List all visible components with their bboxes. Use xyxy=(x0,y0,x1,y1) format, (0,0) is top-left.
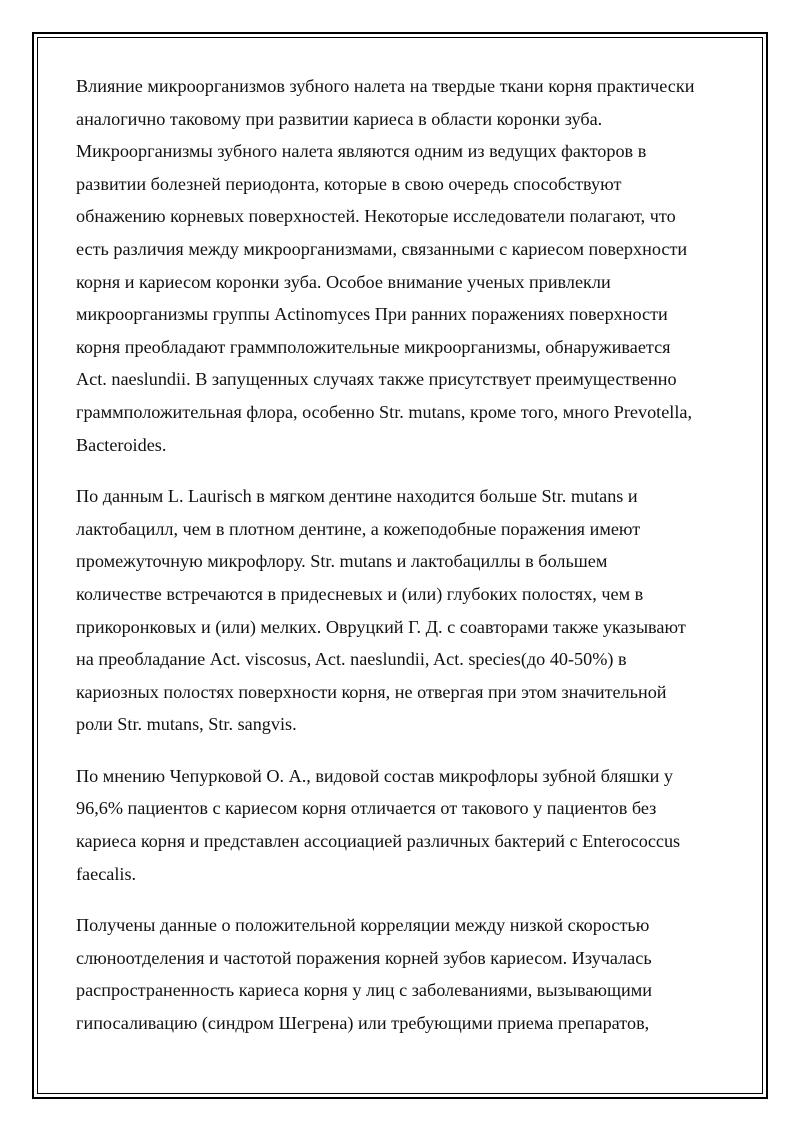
text-line: Bacteroides. xyxy=(76,434,167,455)
text-line: Act. naeslundii. В запущенных случаях также присутствует преимущественно xyxy=(76,369,677,390)
text-line: граммположительная флора, особенно Str. mutans, кроме того, много Prevotella, xyxy=(76,401,693,422)
text-line: кариеса корня и представлен ассоциацией различных бактерий с Enterococcus xyxy=(76,831,681,852)
paragraph-3 xyxy=(76,760,726,890)
text-line: промежуточную микрофлору. Str. mutans и лактобациллы в большем xyxy=(76,551,608,572)
text-line: количестве встречаются в придесневых и (или) глубоких полостях, чем в xyxy=(76,583,644,604)
document-body xyxy=(76,70,726,1059)
text-line: прикоронковых и (или) мелких. Овруцкий Г. Д. с соавторами также указывают xyxy=(76,616,686,637)
paragraph-4 xyxy=(76,909,726,1039)
text-line: faecalis. xyxy=(76,863,137,884)
text-line: 96,6% пациентов с кариесом корня отличается от такового у пациентов без xyxy=(76,798,657,819)
text-line: корня и кариесом коронки зуба. Особое внимание ученых привлекли xyxy=(76,271,611,292)
paragraph-1 xyxy=(76,70,726,461)
text-line: Получены данные о положительной корреляции между низкой скоростью xyxy=(76,915,650,936)
text-line: По мнению Чепурковой О. А., видовой состав микрофлоры зубной бляшки у xyxy=(76,765,674,786)
paragraph-2 xyxy=(76,480,726,741)
text-line: есть различия между микроорганизмами, связанными с кариесом поверхности xyxy=(76,238,688,259)
text-line: на преобладание Act. viscosus, Act. naeslundii, Act. species(до 40-50%) в xyxy=(76,649,627,670)
text-line: гипосаливацию (синдром Шегрена) или требующими приема препаратов, xyxy=(76,1013,650,1034)
text-line: корня преобладают граммположительные микроорганизмы, обнаруживается xyxy=(76,336,671,357)
text-line: кариозных полостях поверхности корня, не отвергая при этом значительной xyxy=(76,681,667,702)
text-line: распространенность кариеса корня у лиц с заболеваниями, вызывающими xyxy=(76,980,652,1001)
text-line: развитии болезней периодонта, которые в свою очередь способствуют xyxy=(76,173,622,194)
text-line: аналогично таковому при развитии кариеса в области коронки зуба. xyxy=(76,108,603,129)
text-line: слюноотделения и частотой поражения корней зубов кариесом. Изучалась xyxy=(76,947,652,968)
text-line: Микроорганизмы зубного налета являются одним из ведущих факторов в xyxy=(76,141,647,162)
text-line: Влияние микроорганизмов зубного налета на твердые ткани корня практически xyxy=(76,76,695,96)
text-line: роли Str. mutans, Str. sangvis. xyxy=(76,714,297,735)
text-line: По данным L. Laurisch в мягком дентине находится больше Str. mutans и xyxy=(76,486,638,507)
text-line: обнажению корневых поверхностей. Некоторые исследователи полагают, что xyxy=(76,206,676,227)
text-line: микроорганизмы группы Actinomyces При ранних поражениях поверхности xyxy=(76,304,668,325)
text-line: лактобацилл, чем в плотном дентине, а кожеподобные поражения имеют xyxy=(76,518,641,539)
